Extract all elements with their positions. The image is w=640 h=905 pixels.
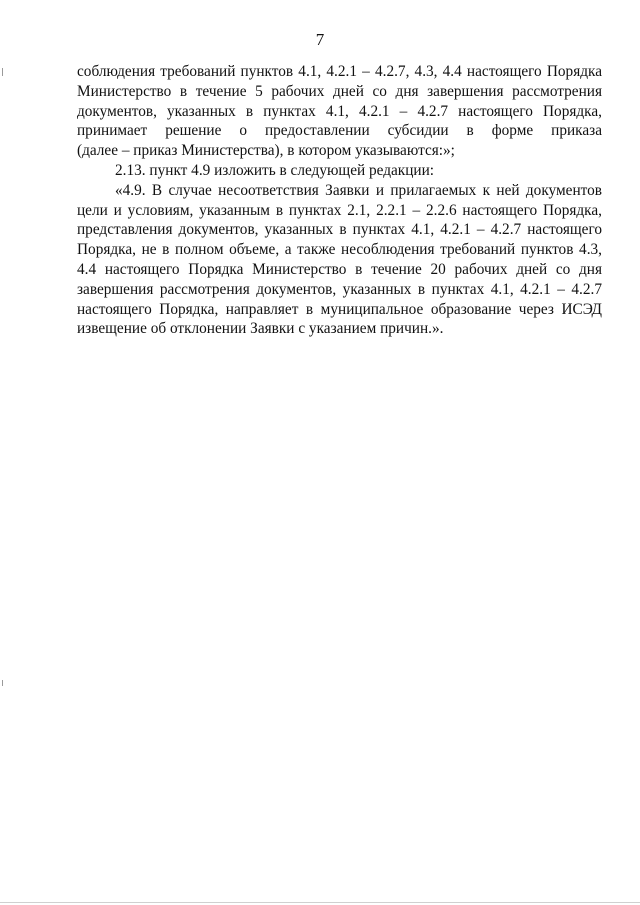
text-line: настоящего Порядка, направляет в муниципальное образование через ИСЭД: [77, 300, 602, 318]
text-line: Министерство в течение 5 рабочих дней со дня завершения рассмотрения: [77, 82, 602, 100]
text-line: Порядка, не в полном объеме, а также несоблюдения требований пунктов 4.3,: [77, 241, 602, 259]
text-line-indented: «4.9. В случае несоответствия Заявки и прилагаемых к ней документов: [115, 181, 602, 199]
text-line: 4.4 настоящего Порядка Министерство в течение 20 рабочих дней со дня: [77, 260, 602, 278]
scan-artifact-mark: [2, 680, 3, 686]
scan-artifact-mark: [2, 68, 3, 76]
text-line: (далее – приказ Министерства), в котором указываются:»;: [77, 142, 455, 160]
text-line: цели и условиям, указанным в пунктах 2.1, 2.2.1 – 2.2.6 настоящего Порядка,: [77, 201, 602, 219]
page-number: 7: [315, 30, 325, 49]
text-line-indented: 2.13. пункт 4.9 изложить в следующей редакции:: [115, 161, 435, 179]
text-line: документов, указанных в пунктах 4.1, 4.2.1 – 4.2.7 настоящего Порядка,: [77, 102, 602, 120]
text-line: соблюдения требований пунктов 4.1, 4.2.1 – 4.2.7, 4.3, 4.4 настоящего Порядка: [77, 63, 602, 80]
text-line: завершения рассмотрения документов, указанных в пунктах 4.1, 4.2.1 – 4.2.7: [77, 280, 602, 298]
scan-bottom-edge: [0, 902, 640, 903]
text-line: извещение об отклонении Заявки с указанием причин.».: [77, 320, 444, 338]
text-line: принимает решение о предоставлении субсидии в форме приказа: [77, 122, 602, 140]
text-line: представления документов, указанных в пунктах 4.1, 4.2.1 – 4.2.7 настоящего: [77, 221, 602, 239]
document-body: [77, 62, 602, 339]
